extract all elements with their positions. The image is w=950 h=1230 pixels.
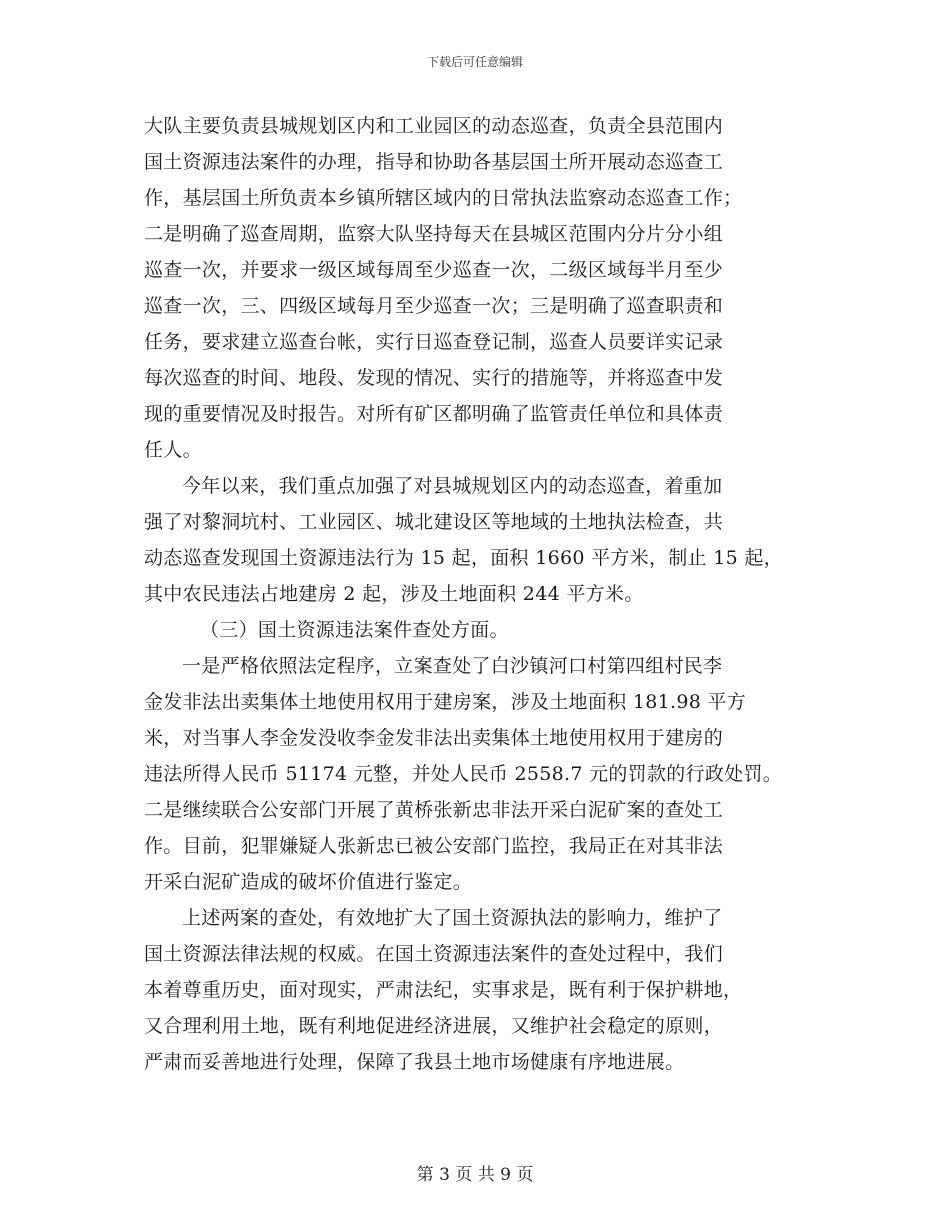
text-line: 米，对当事人李金发没收李金发非法出卖集体土地使用权用于建房的 bbox=[144, 727, 724, 749]
section-heading: （三）国土资源违法案件查处方面。 bbox=[200, 619, 509, 641]
text-line: 本着尊重历史，面对现实，严肃法纪，实事求是，既有利于保护耕地， bbox=[144, 979, 743, 1001]
text-line: 又合理利用土地，既有利地促进经济进展，又维护社会稳定的原则， bbox=[144, 1015, 724, 1037]
text-line: 作。目前，犯罪嫌疑人张新忠已被公安部门监控，我局正在对其非法 bbox=[144, 835, 724, 857]
text-line: 开采白泥矿造成的破坏价值进行鉴定。 bbox=[144, 871, 473, 893]
paragraph-start-line: 今年以来，我们重点加强了对县城规划区内的动态巡查，着重加 bbox=[182, 475, 723, 497]
page-header: 下载后可任意编辑 bbox=[426, 55, 523, 69]
page-number-footer: 第 3 页 共 9 页 bbox=[416, 1165, 534, 1185]
text-line: 二是继续联合公安部门开展了黄桥张新忠非法开采白泥矿案的查处工 bbox=[144, 799, 724, 821]
text-line: 强了对黎洞坑村、工业园区、城北建设区等地域的土地执法检查，共 bbox=[144, 511, 724, 533]
paragraph-start-line: 上述两案的查处，有效地扩大了国土资源执法的影响力，维护了 bbox=[182, 907, 723, 929]
text-line: 巡查一次，并要求一级区域每周至少巡查一次，二级区域每半月至少 bbox=[144, 259, 724, 281]
text-line: 现的重要情况及时报告。对所有矿区都明确了监管责任单位和具体责 bbox=[144, 403, 724, 425]
text-line: 违法所得人民币 51174 元整，并处人民币 2558.7 元的罚款的行政处罚。 bbox=[144, 763, 783, 785]
text-line: 任务，要求建立巡查台帐，实行日巡查登记制，巡查人员要详实记录 bbox=[144, 331, 724, 353]
text-line: 国土资源法律法规的权威。在国土资源违法案件的查处过程中，我们 bbox=[144, 943, 724, 965]
text-line: 大队主要负责县城规划区内和工业园区的动态巡查，负责全县范围内 bbox=[144, 115, 724, 137]
text-line: 严肃而妥善地进行处理，保障了我县土地市场健康有序地进展。 bbox=[144, 1051, 685, 1073]
text-line: 二是明确了巡查周期，监察大队坚持每天在县城区范围内分片分小组 bbox=[144, 223, 724, 245]
text-line: 国土资源违法案件的办理，指导和协助各基层国土所开展动态巡查工 bbox=[144, 151, 724, 173]
text-line: 动态巡查发现国土资源违法行为 15 起，面积 1660 平方米，制止 15 起， bbox=[144, 547, 783, 569]
text-line: 作，基层国土所负责本乡镇所辖区域内的日常执法监察动态巡查工作； bbox=[144, 187, 743, 209]
text-line: 其中农民违法占地建房 2 起，涉及土地面积 244 平方米。 bbox=[144, 583, 644, 605]
text-line: 任人。 bbox=[144, 439, 202, 461]
text-line: 巡查一次，三、四级区域每月至少巡查一次；三是明确了巡查职责和 bbox=[144, 295, 724, 317]
text-line: 每次巡查的时间、地段、发现的情况、实行的措施等，并将巡查中发 bbox=[144, 367, 724, 389]
document-body bbox=[144, 108, 812, 1080]
text-line: 金发非法出卖集体土地使用权用于建房案，涉及土地面积 181.98 平方 bbox=[144, 691, 747, 713]
paragraph-start-line: 一是严格依照法定程序，立案查处了白沙镇河口村第四组村民李 bbox=[182, 655, 723, 677]
